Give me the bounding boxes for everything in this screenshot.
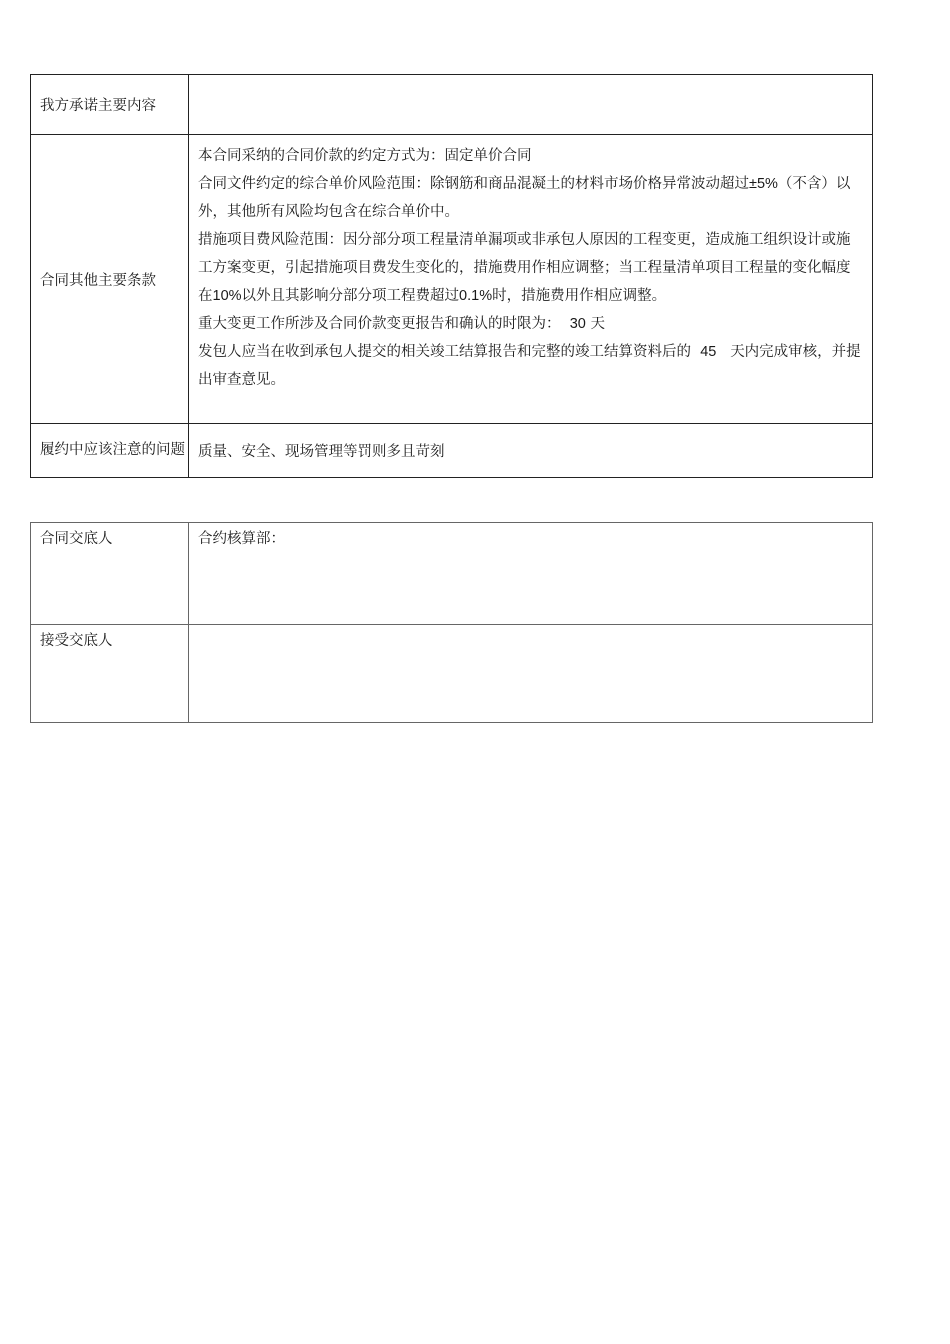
settlement-review-text: 发包人应当在收到承包人提交的相关竣工结算报告和完整的竣工结算资料后的 45 天内完成审核，并提出审查意见。: [198, 344, 861, 388]
receiver-person-content: [189, 625, 873, 723]
table-row: [31, 625, 873, 723]
other-terms-content: [189, 135, 873, 424]
table-row: [31, 75, 873, 135]
change-report-deadline-text: 重大变更工作所涉及合同价款变更报告和确认的时限为： 30 天: [198, 316, 605, 332]
receiver-person-label: 接受交底人: [31, 625, 189, 723]
other-terms-label: 合同其他主要条款: [31, 135, 189, 424]
measure-cost-risk-text: 措施项目费风险范围：因分部分项工程量清单漏项或非承包人原因的工程变更，造成施工组织设计或施工方案变更，引起措施项目费发生变化的，措施费用作相应调整；当工程量清单项目工程量的变化幅度在10%以外且其影响分部分项工程费超过0.1%时，措施费用作相应调整。: [198, 232, 851, 304]
handover-signature-table: [30, 522, 873, 723]
commitment-content: [189, 75, 873, 135]
table-row: [31, 135, 873, 424]
handover-person-label: 合同交底人: [31, 523, 189, 625]
attention-issues-content: 质量、安全、现场管理等罚则多且苛刻: [189, 424, 873, 478]
commitment-label: 我方承诺主要内容: [31, 75, 189, 135]
unit-price-risk-text: 合同文件约定的综合单价风险范围：除钢筋和商品混凝土的材料市场价格异常波动超过±5%（不含）以外，其他所有风险均包含在综合单价中。: [198, 176, 851, 220]
table-row: [31, 424, 873, 478]
contract-terms-table: [30, 74, 873, 478]
table-row: [31, 523, 873, 625]
handover-person-content: 合约核算部：: [189, 523, 873, 625]
attention-issues-label: 履约中应该注意的问题: [31, 424, 189, 478]
pricing-method-text: 本合同采纳的合同价款的约定方式为：固定单价合同: [198, 148, 532, 164]
